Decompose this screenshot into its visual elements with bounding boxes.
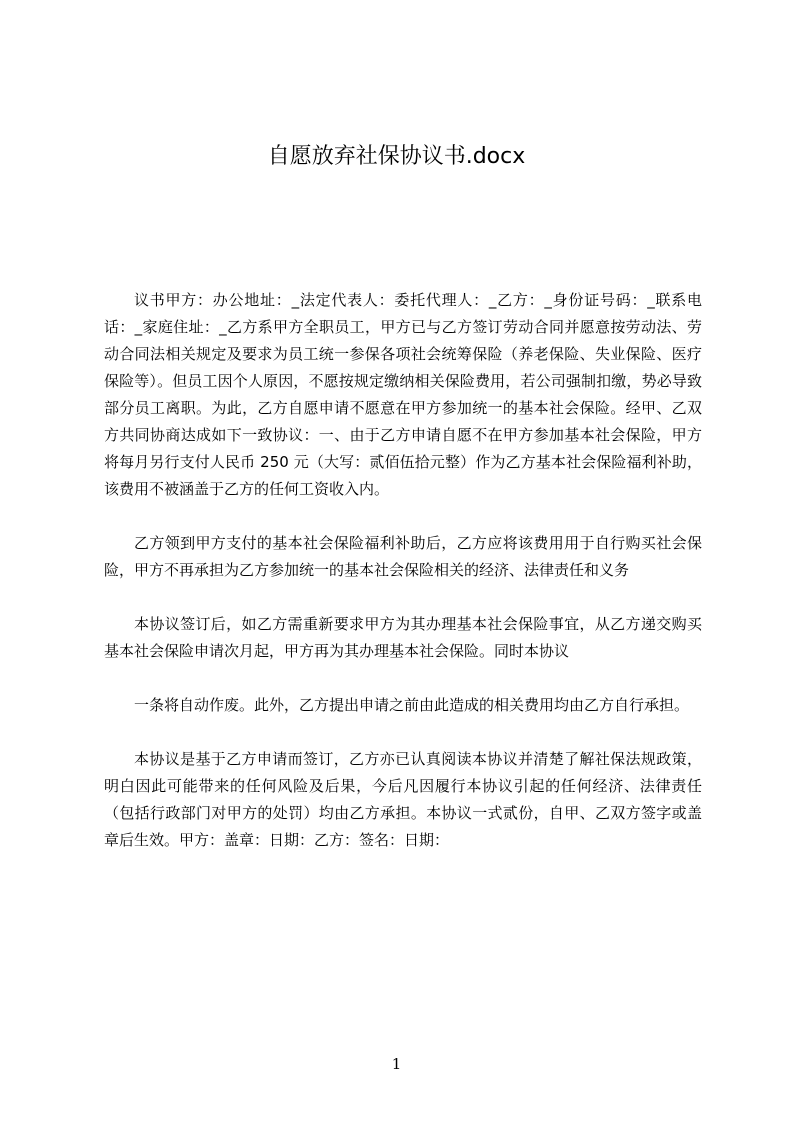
page-number: 1 (391, 1055, 402, 1073)
paragraph-3: 本协议签订后，如乙方需重新要求甲方为其办理基本社会保险事宜，从乙方递交购买基本社会保险申请次月起，甲方再为其办理基本社会保险。同时本协议 (104, 615, 702, 660)
document-body (104, 287, 702, 881)
document-title: 自愿放弃社保协议书.docx (267, 144, 526, 169)
paragraph-5: 本协议是基于乙方申请而签订，乙方亦已认真阅读本协议并清楚了解社保法规政策，明白因此可能带来的任何风险及后果，今后凡因履行本协议引起的任何经济、法律责任（包括行政部门对甲方的处罚）均由乙方承担。本协议一式贰份，自甲、乙双方签字或盖章后生效。甲方：盖章：日期：乙方：签名：日期： (104, 750, 702, 849)
paragraph-1: 议书甲方：办公地址：_法定代表人：委托代理人：_乙方：_身份证号码：_联系电话：_家庭住址：_乙方系甲方全职员工，甲方已与乙方签订劳动合同并愿意按劳动法、劳动合同法相关规定及要求为员工统一参保各项社会统筹保险（养老保险、失业保险、医疗保险等）。但员工因个人原因，不愿按规定缴纳相关保险费用，若公司强制扣缴，势必导致部分员工离职。为此，乙方自愿申请不愿意在甲方参加统一的基本社会保险。经甲、乙双方共同协商达成如下一致协议：一、由于乙方申请自愿不在甲方参加基本社会保险，甲方将每月另行支付人民币 250 元（大写：贰佰伍拾元整）作为乙方基本社会保险福利补助，该费用不被涵盖于乙方的任何工资收入内。 (104, 291, 702, 498)
paragraph-2: 乙方领到甲方支付的基本社会保险福利补助后，乙方应将该费用用于自行购买社会保险，甲方不再承担为乙方参加统一的基本社会保险相关的经济、法律责任和义务 (104, 534, 702, 579)
paragraph-4: 一条将自动作废。此外，乙方提出申请之前由此造成的相关费用均由乙方自行承担。 (134, 696, 690, 714)
